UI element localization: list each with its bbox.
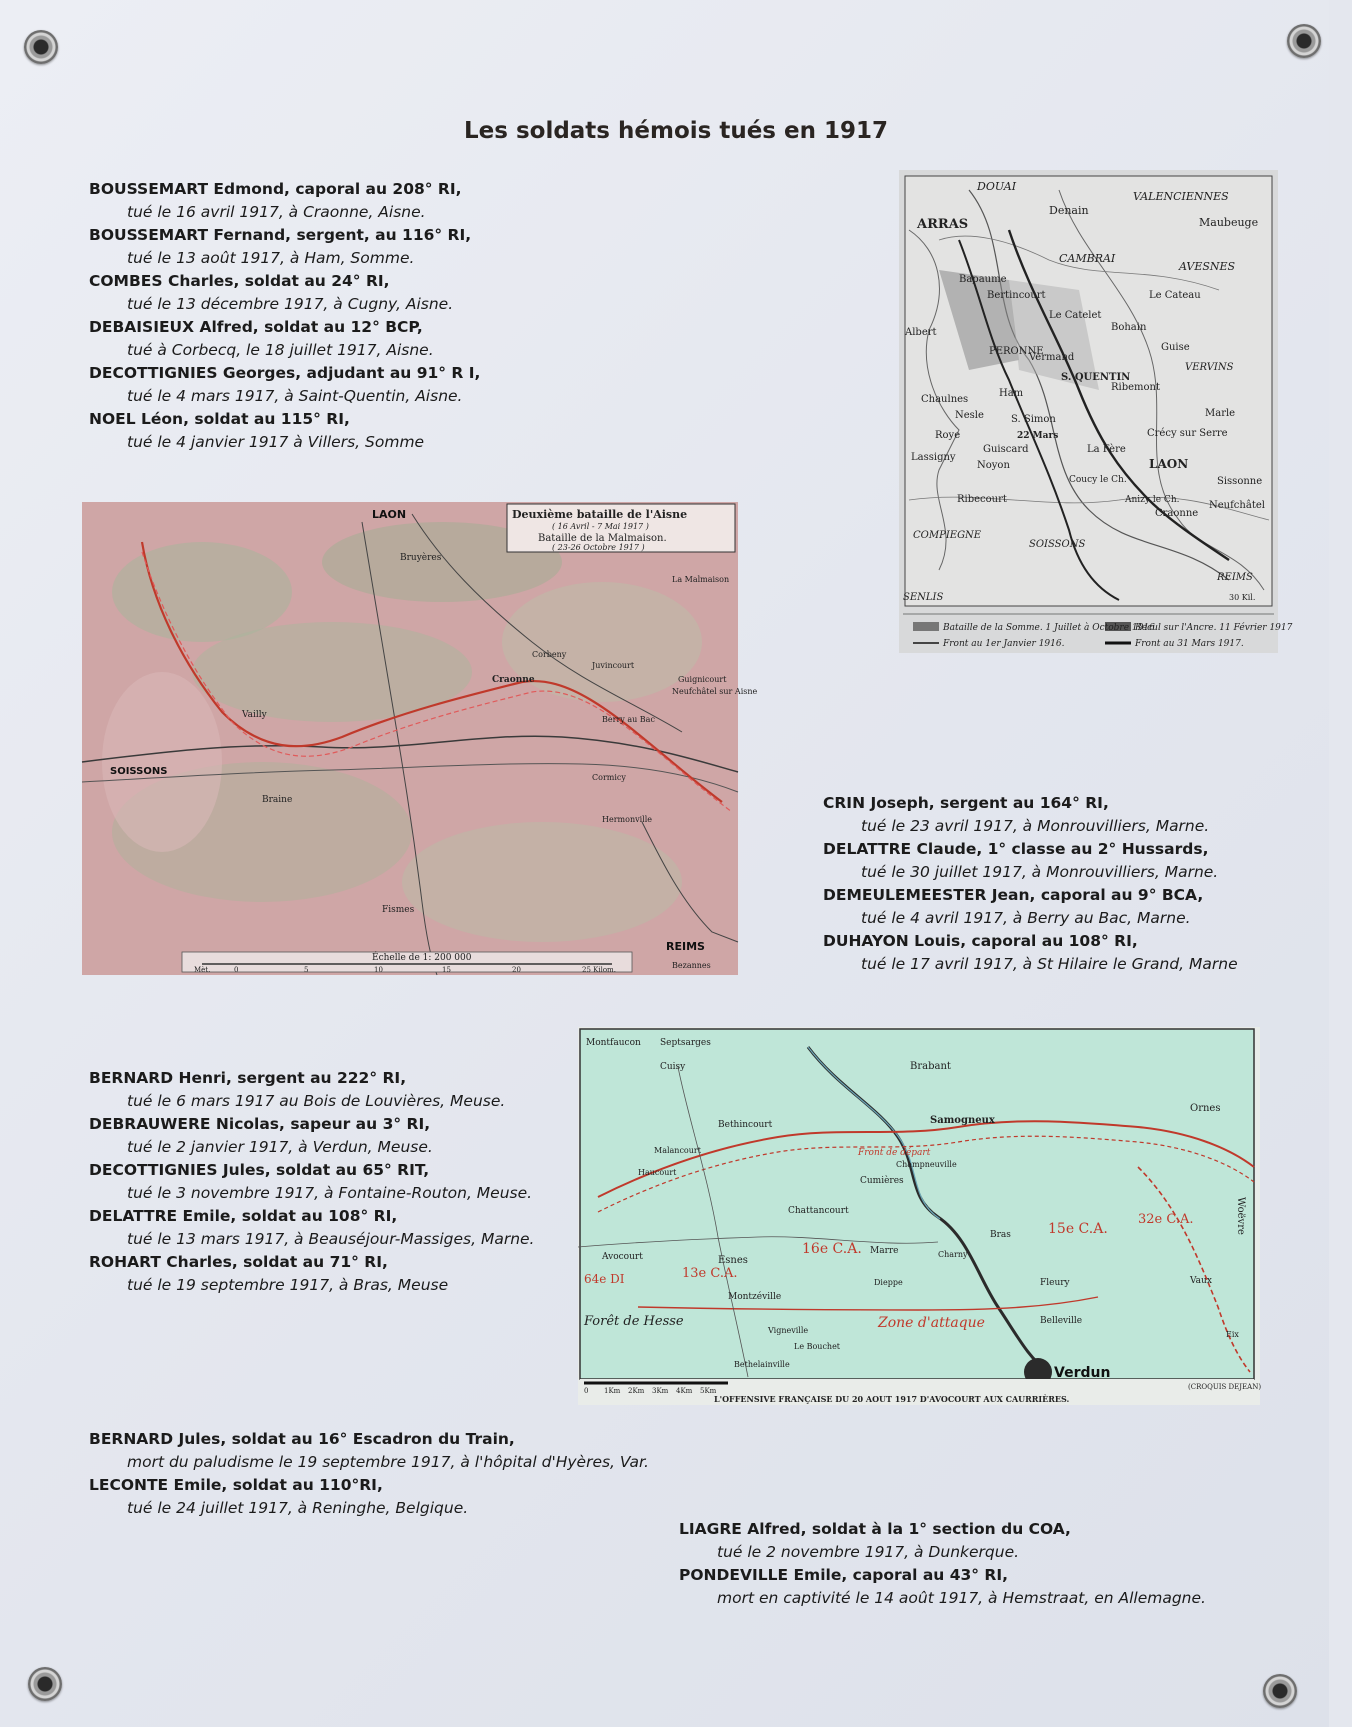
town-label: Cormicy bbox=[592, 773, 626, 782]
soldier-list-2 bbox=[823, 792, 1238, 976]
soldier-death-detail: mort en captivité le 14 août 1917, à Hemstraat, en Allemagne. bbox=[717, 1589, 1206, 1607]
town-label: Fleury bbox=[1040, 1278, 1070, 1288]
soldier-entry bbox=[89, 178, 480, 224]
town-label: SENLIS bbox=[903, 592, 944, 603]
soldier-name: DUHAYON Louis, caporal au 108° RI, bbox=[823, 932, 1138, 950]
soldier-entry bbox=[89, 1251, 534, 1297]
soldier-death-detail: tué le 13 mars 1917, à Beauséjour-Massiges, Marne. bbox=[127, 1230, 535, 1248]
town-label: Albert bbox=[905, 327, 937, 338]
soldier-name: DELATTRE Emile, soldat au 108° RI, bbox=[89, 1207, 398, 1225]
soldier-entry bbox=[823, 884, 1238, 930]
scale-tick: 0 bbox=[234, 966, 239, 974]
soldier-death-detail: tué le 30 juillet 1917, à Monrouvilliers, Marne. bbox=[861, 863, 1219, 881]
soldier-entry bbox=[89, 1474, 649, 1520]
soldier-list-5 bbox=[679, 1518, 1206, 1610]
soldier-name: BERNARD Henri, sergent au 222° RI, bbox=[89, 1069, 407, 1087]
town-label: VALENCIENNES bbox=[1133, 190, 1229, 203]
soldier-entry bbox=[89, 270, 480, 316]
soldier-entry bbox=[823, 838, 1238, 884]
soldier-name: BOUSSEMART Edmond, caporal au 208° RI, bbox=[89, 180, 462, 198]
town-label: DOUAI bbox=[977, 180, 1017, 193]
soldier-death-detail: tué le 23 avril 1917, à Monrouvilliers, Marne. bbox=[861, 817, 1210, 835]
soldier-entry bbox=[89, 316, 480, 362]
soldier-death-detail: tué le 19 septembre 1917, à Bras, Meuse bbox=[127, 1276, 449, 1294]
town-label: La Fère bbox=[1087, 444, 1126, 455]
town-label: S. Simon bbox=[1011, 414, 1056, 425]
page-title: Les soldats hémois tués en 1917 bbox=[464, 118, 888, 144]
town-label: Vaux bbox=[1190, 1276, 1212, 1286]
town-label: Vigneville bbox=[768, 1326, 809, 1335]
town-label: Bruyères bbox=[400, 553, 442, 563]
town-label: LAON bbox=[1149, 457, 1189, 471]
soldier-name: COMBES Charles, soldat au 24° RI, bbox=[89, 272, 390, 290]
town-label: Le Catelet bbox=[1049, 310, 1102, 321]
soldier-entry bbox=[89, 1067, 534, 1113]
town-label: AVESNES bbox=[1179, 260, 1236, 273]
town-label: Charny bbox=[938, 1250, 968, 1259]
map-header-line: ( 23-26 Octobre 1917 ) bbox=[552, 543, 645, 552]
town-label: Fismes bbox=[382, 905, 415, 915]
town-label: Belleville bbox=[1040, 1316, 1083, 1326]
town-label: Marre bbox=[870, 1246, 899, 1256]
soldier-name: DECOTTIGNIES Jules, soldat au 65° RIT, bbox=[89, 1161, 430, 1179]
map-caption: L'OFFENSIVE FRANÇAISE DU 20 AOUT 1917 D'AVOCOURT AUX CAURRIÈRES. bbox=[714, 1394, 1070, 1404]
soldier-name: DEMEULEMEESTER Jean, caporal au 9° BCA, bbox=[823, 886, 1204, 904]
soldier-list-3 bbox=[89, 1067, 534, 1297]
town-label: Maubeuge bbox=[1199, 216, 1259, 229]
soldier-death-detail: mort du paludisme le 19 septembre 1917, à l'hôpital d'Hyères, Var. bbox=[127, 1453, 649, 1471]
soldier-name: PONDEVILLE Emile, caporal au 43° RI, bbox=[679, 1566, 1009, 1584]
town-label: SOISSONS bbox=[110, 766, 168, 777]
soldier-entry bbox=[89, 362, 480, 408]
town-label: Braine bbox=[262, 795, 293, 805]
soldier-entry bbox=[679, 1518, 1206, 1564]
army-label: 15e C.A. bbox=[1048, 1221, 1108, 1237]
army-label: 64e DI bbox=[584, 1272, 625, 1286]
scale-tick: 1Km bbox=[604, 1387, 621, 1395]
town-label: Bapaume bbox=[959, 274, 1007, 285]
soldier-death-detail: tué le 17 avril 1917, à St Hilaire le Grand, Marne bbox=[861, 955, 1238, 973]
town-label: Le Bouchet bbox=[794, 1342, 841, 1351]
town-label: Forêt de Hesse bbox=[584, 1314, 684, 1329]
town-label: VERVINS bbox=[1185, 362, 1234, 373]
soldier-entry bbox=[89, 1428, 649, 1474]
soldier-death-detail: tué le 24 juillet 1917, à Reninghe, Belgique. bbox=[127, 1499, 469, 1517]
town-label: Guiscard bbox=[983, 444, 1029, 455]
scale-label: 30 Kil. bbox=[1229, 593, 1256, 602]
town-label: Sissonne bbox=[1217, 476, 1263, 487]
town-label: Marle bbox=[1205, 408, 1236, 419]
grommet-top-left bbox=[24, 30, 58, 64]
soldier-name: BERNARD Jules, soldat au 16° Escadron du Train, bbox=[89, 1430, 515, 1448]
soldier-entry bbox=[89, 1159, 534, 1205]
soldier-name: DECOTTIGNIES Georges, adjudant au 91° R I, bbox=[89, 364, 481, 382]
legend-entry: Recul sur l'Ancre. 11 Février 1917 bbox=[1135, 623, 1293, 633]
soldier-name: ROHART Charles, soldat au 71° RI, bbox=[89, 1253, 388, 1271]
scale-tick: 5 bbox=[304, 966, 309, 974]
town-label: Ribemont bbox=[1111, 382, 1161, 393]
soldier-death-detail: tué le 2 janvier 1917, à Verdun, Meuse. bbox=[127, 1138, 433, 1156]
scale-tick: 0 bbox=[584, 1387, 589, 1395]
verdun-labels bbox=[578, 1027, 1260, 1405]
town-label: Montzéville bbox=[728, 1292, 782, 1302]
map-aisne-battle bbox=[82, 502, 758, 975]
town-label: Roye bbox=[935, 430, 961, 441]
town-label: COMPIEGNE bbox=[913, 530, 982, 541]
town-label: La Malmaison bbox=[672, 575, 730, 584]
town-label: Ornes bbox=[1190, 1103, 1221, 1114]
town-label: Eix bbox=[1226, 1330, 1239, 1339]
soldier-death-detail: tué le 6 mars 1917 au Bois de Louvières, Meuse. bbox=[127, 1092, 506, 1110]
town-label: SOISSONS bbox=[1029, 539, 1086, 550]
town-label: Craonne bbox=[492, 675, 535, 685]
scale-tick: 2Km bbox=[628, 1387, 645, 1395]
map-credit: (CROQUIS DEJEAN) bbox=[1188, 1383, 1262, 1391]
aisne-labels bbox=[82, 502, 758, 975]
town-label: Haucourt bbox=[638, 1168, 677, 1177]
map-header-line: Bataille de la Malmaison. bbox=[538, 533, 667, 544]
town-label: Ham bbox=[999, 388, 1024, 399]
scale-tick: 4Km bbox=[676, 1387, 693, 1395]
town-label: Vailly bbox=[242, 710, 267, 720]
soldier-entry bbox=[89, 224, 480, 270]
town-label: Berry au Bac bbox=[602, 715, 655, 724]
town-label: Dieppe bbox=[874, 1278, 903, 1287]
soldier-name: NOEL Léon, soldat au 115° RI, bbox=[89, 410, 350, 428]
scale-tick: 5Km bbox=[700, 1387, 717, 1395]
town-label: Cuisy bbox=[660, 1062, 686, 1072]
legend-entry: Bataille de la Somme. 1 Juillet à Octobre 1916 bbox=[943, 623, 1155, 633]
map-verdun-offensive bbox=[578, 1027, 1260, 1405]
town-label: Neufchâtel bbox=[1209, 500, 1265, 511]
soldier-death-detail: tué le 3 novembre 1917, à Fontaine-Routon, Meuse. bbox=[127, 1184, 533, 1202]
soldier-list-1 bbox=[89, 178, 480, 454]
town-label: Neufchâtel sur Aisne bbox=[672, 687, 758, 696]
map-somme-retreat bbox=[899, 170, 1293, 653]
town-label: LAON bbox=[372, 508, 407, 521]
town-label: Esnes bbox=[718, 1255, 748, 1266]
legend-entry: Front au 1er Janvier 1916. bbox=[943, 639, 1065, 649]
soldier-death-detail: tué le 13 août 1917, à Ham, Somme. bbox=[127, 249, 415, 267]
town-label: Le Cateau bbox=[1149, 290, 1201, 301]
town-label: Guignicourt bbox=[678, 675, 727, 684]
soldier-death-detail: tué le 4 mars 1917, à Saint-Quentin, Aisne. bbox=[127, 387, 463, 405]
town-label: Nesle bbox=[955, 410, 984, 421]
town-label: REIMS bbox=[1217, 572, 1253, 583]
scale-tick: 15 bbox=[442, 966, 451, 974]
town-label: Denain bbox=[1049, 204, 1089, 217]
soldier-name: BOUSSEMART Fernand, sergent, au 116° RI, bbox=[89, 226, 472, 244]
soldier-entry bbox=[823, 930, 1238, 976]
town-label: Guise bbox=[1161, 342, 1190, 353]
army-label: 32e C.A. bbox=[1138, 1212, 1194, 1227]
front-label: Front de départ bbox=[858, 1148, 931, 1158]
soldier-name: LIAGRE Alfred, soldat à la 1° section du COA, bbox=[679, 1520, 1071, 1538]
soldier-name: CRIN Joseph, sergent au 164° RI, bbox=[823, 794, 1109, 812]
town-label: Woëvre bbox=[1235, 1197, 1246, 1235]
army-label: 16e C.A. bbox=[802, 1241, 862, 1257]
town-label: Brabant bbox=[910, 1061, 951, 1072]
town-label: Verdun bbox=[1054, 1365, 1111, 1381]
town-label: S. QUENTIN bbox=[1061, 372, 1131, 383]
soldier-name: DEBAISIEUX Alfred, soldat au 12° BCP, bbox=[89, 318, 423, 336]
soldier-entry bbox=[89, 1113, 534, 1159]
town-label: Malancourt bbox=[654, 1146, 701, 1155]
legend-entry: Front au 31 Mars 1917. bbox=[1135, 639, 1244, 649]
town-label: Cumières bbox=[860, 1176, 904, 1186]
town-label: Bertincourt bbox=[987, 290, 1046, 301]
soldier-entry bbox=[823, 792, 1238, 838]
map-header-line: ( 16 Avril - 7 Mai 1917 ) bbox=[552, 522, 649, 531]
town-label: Corbeny bbox=[532, 650, 567, 659]
soldier-death-detail: tué le 4 janvier 1917 à Villers, Somme bbox=[127, 433, 425, 451]
town-label: Noyon bbox=[977, 460, 1010, 471]
town-label: Ribecourt bbox=[957, 494, 1007, 505]
town-label: Septsarges bbox=[660, 1038, 711, 1048]
date-note: 22 Mars bbox=[1017, 431, 1059, 441]
town-label: Bras bbox=[990, 1230, 1011, 1240]
town-label: Vermand bbox=[1029, 352, 1075, 363]
town-label: Coucy le Ch. bbox=[1069, 475, 1127, 485]
soldier-list-4 bbox=[89, 1428, 649, 1520]
soldier-name: LECONTE Emile, soldat au 110°RI, bbox=[89, 1476, 383, 1494]
army-label: 13e C.A. bbox=[682, 1266, 738, 1281]
town-label: Bethelainville bbox=[734, 1360, 790, 1369]
town-label: Samogneux bbox=[930, 1115, 995, 1126]
scale-tick: 20 bbox=[512, 966, 521, 974]
town-label: Chattancourt bbox=[788, 1206, 849, 1216]
town-label: Bezannes bbox=[672, 961, 711, 970]
town-label: Champneuville bbox=[896, 1160, 957, 1169]
town-label: Avocourt bbox=[602, 1252, 643, 1262]
town-label: Lassigny bbox=[911, 452, 956, 463]
town-label: Hermonville bbox=[602, 815, 653, 824]
town-label: ARRAS bbox=[917, 217, 969, 232]
grommet-top-right bbox=[1287, 24, 1321, 58]
scale-tick: 25 Kilom. bbox=[582, 966, 616, 974]
town-label: REIMS bbox=[666, 940, 705, 953]
town-label: Juvincourt bbox=[592, 661, 635, 670]
map-header-line: Deuxième bataille de l'Aisne bbox=[512, 508, 688, 521]
somme-labels bbox=[899, 170, 1293, 653]
scale-tick: 10 bbox=[374, 966, 383, 974]
town-label: PERONNE bbox=[989, 346, 1044, 357]
grommet-bottom-left bbox=[28, 1667, 62, 1701]
town-label: Bohain bbox=[1111, 322, 1147, 333]
attack-label: Zone d'attaque bbox=[878, 1315, 985, 1331]
scale-title: Échelle de 1: 200 000 bbox=[372, 953, 472, 963]
soldier-death-detail: tué à Corbecq, le 18 juillet 1917, Aisne. bbox=[127, 341, 434, 359]
town-label: Montfaucon bbox=[586, 1038, 641, 1048]
town-label: Anizy le Ch. bbox=[1125, 495, 1180, 505]
soldier-entry bbox=[89, 1205, 534, 1251]
soldier-death-detail: tué le 13 décembre 1917, à Cugny, Aisne. bbox=[127, 295, 454, 313]
soldier-name: DELATTRE Claude, 1° classe au 2° Hussards, bbox=[823, 840, 1209, 858]
scale-tick: 3Km bbox=[652, 1387, 669, 1395]
scale-tick: Mèt. bbox=[194, 966, 211, 974]
soldier-death-detail: tué le 2 novembre 1917, à Dunkerque. bbox=[717, 1543, 1020, 1561]
town-label: Crécy sur Serre bbox=[1147, 428, 1228, 439]
town-label: CAMBRAI bbox=[1059, 252, 1116, 265]
soldier-entry bbox=[679, 1564, 1206, 1610]
soldier-entry bbox=[89, 408, 480, 454]
grommet-bottom-right bbox=[1263, 1674, 1297, 1708]
soldier-death-detail: tué le 4 avril 1917, à Berry au Bac, Marne. bbox=[861, 909, 1191, 927]
town-label: Chaulnes bbox=[921, 394, 969, 405]
town-label: Craonne bbox=[1155, 508, 1199, 519]
town-label: Bethincourt bbox=[718, 1120, 773, 1130]
soldier-name: DEBRAUWERE Nicolas, sapeur au 3° RI, bbox=[89, 1115, 431, 1133]
soldier-death-detail: tué le 16 avril 1917, à Craonne, Aisne. bbox=[127, 203, 426, 221]
